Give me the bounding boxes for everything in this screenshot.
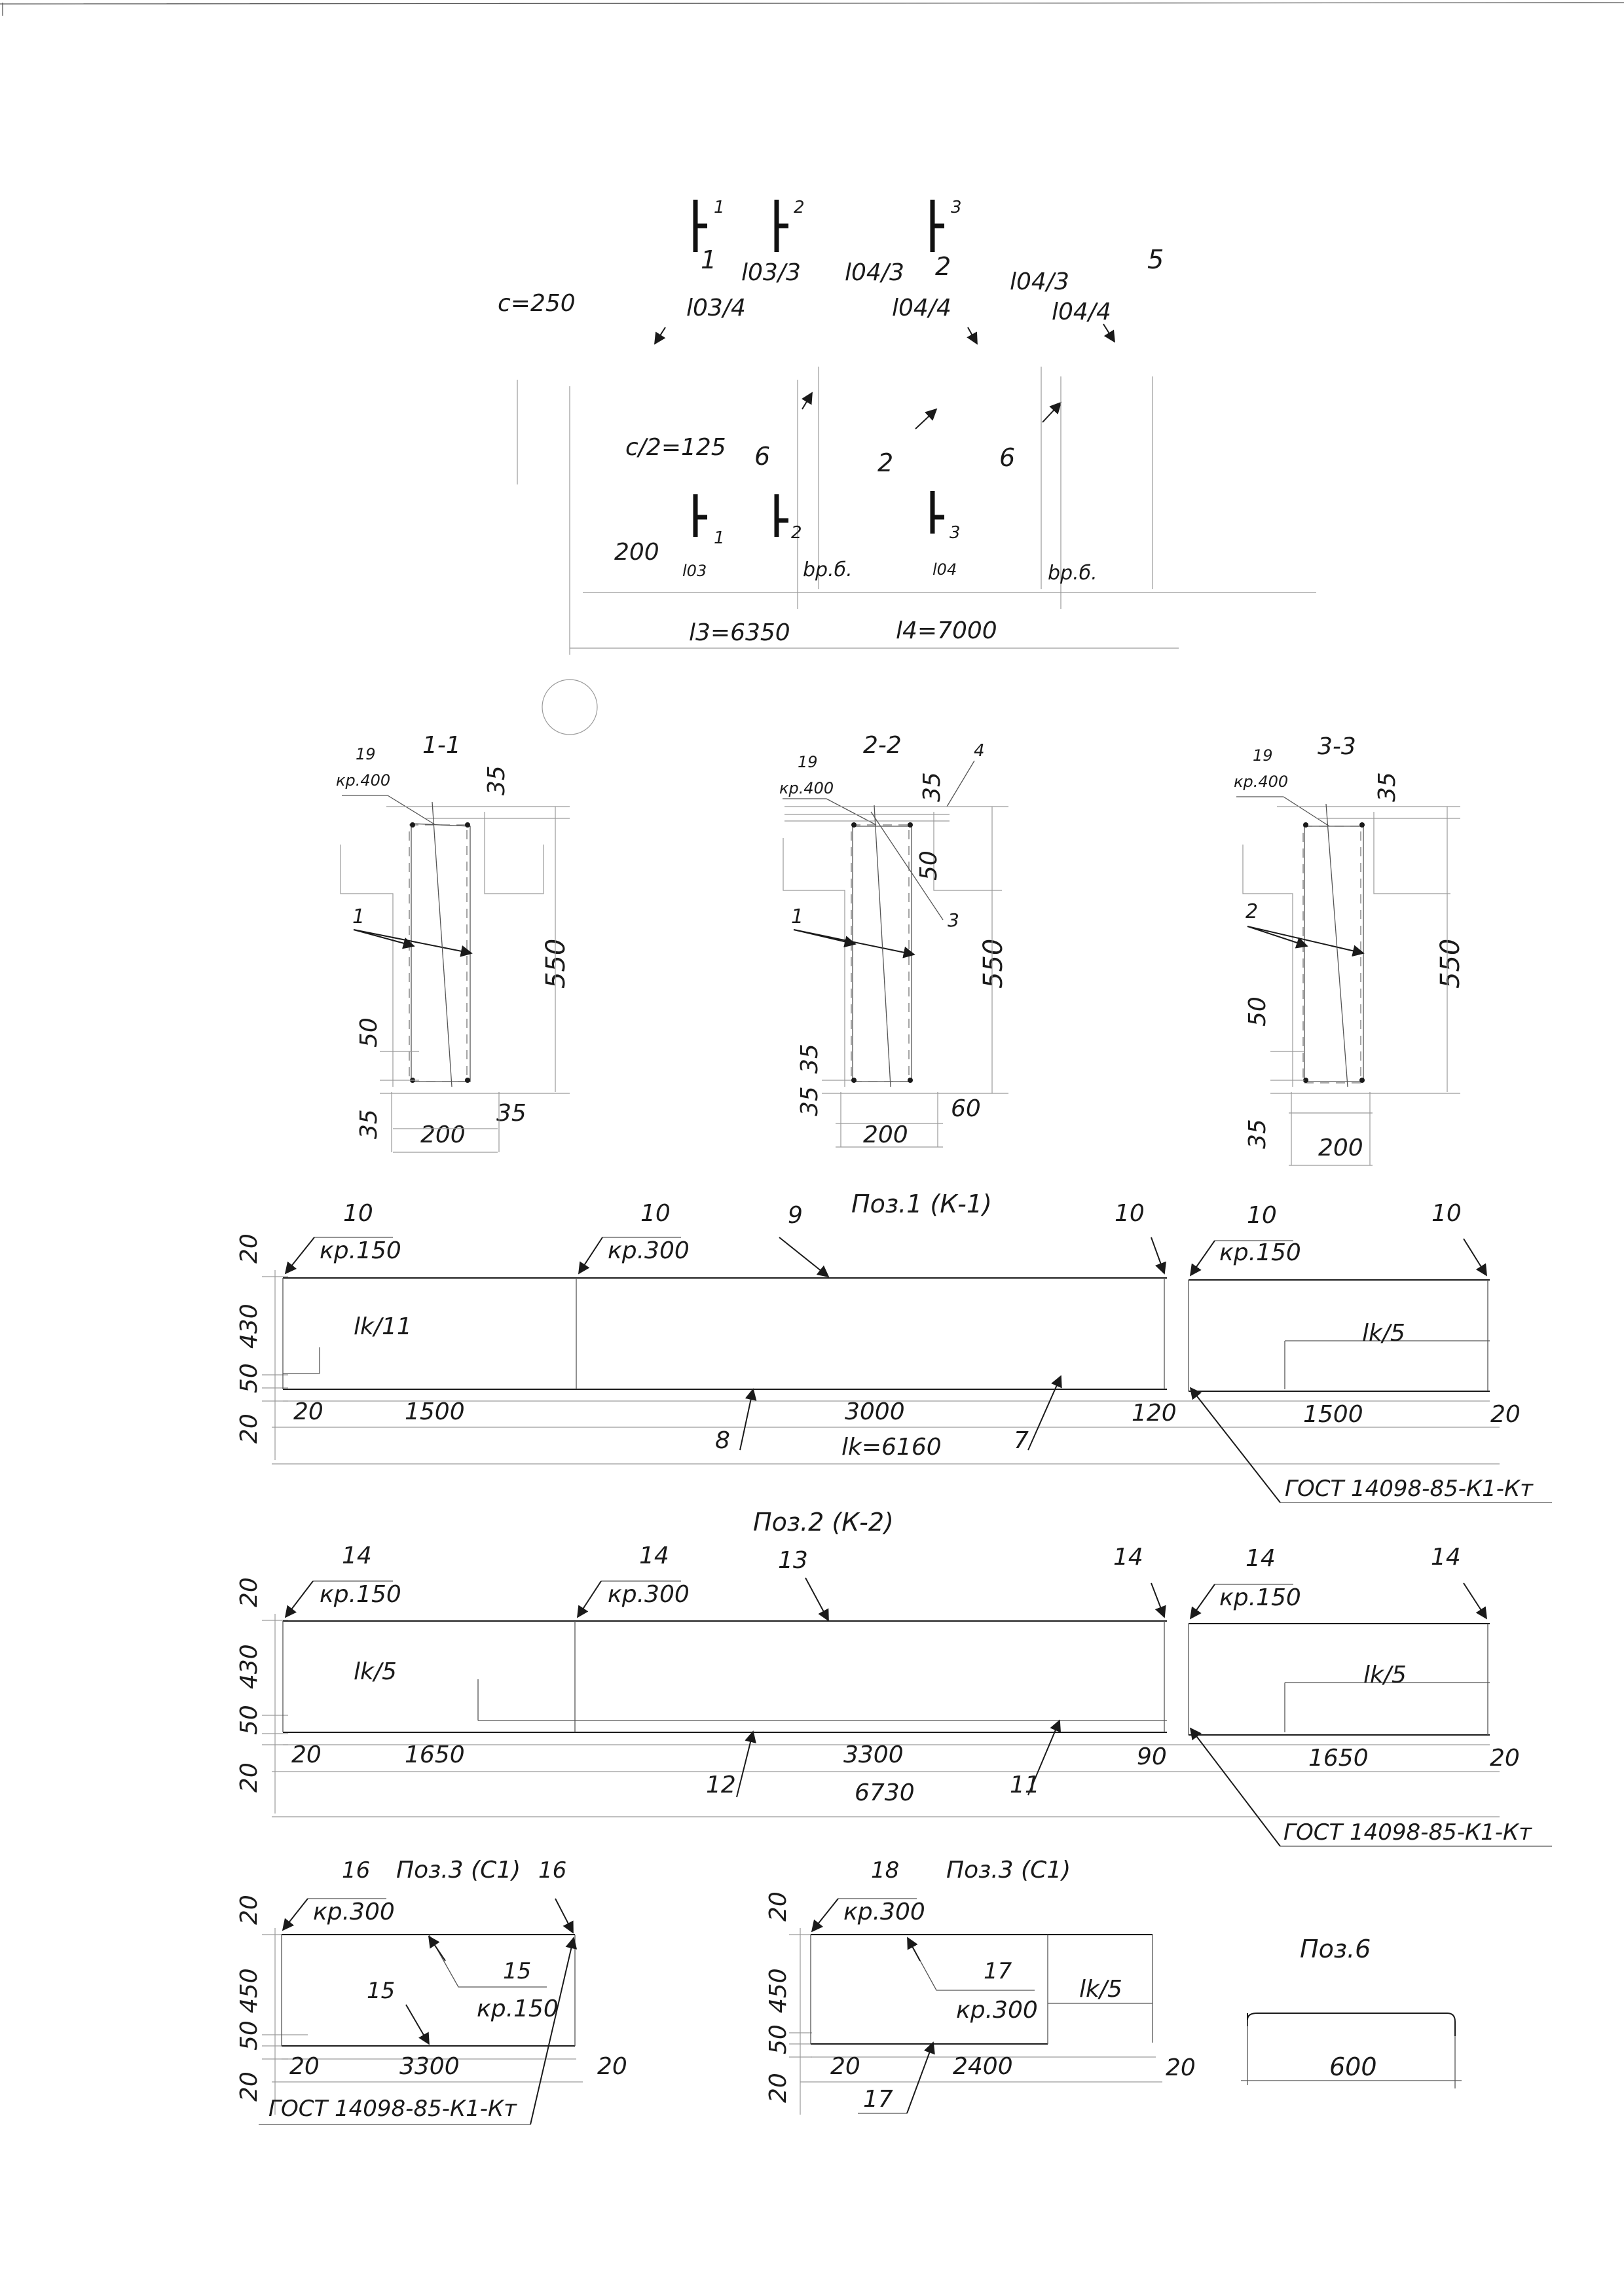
pos3a-callout-15a: 15 [503, 1958, 532, 1984]
section-3-3-d50: 50 [1244, 996, 1271, 1027]
pos2-lk5-right: lk/5 [1363, 1662, 1407, 1688]
b-rb-label-2: bр.б. [1048, 562, 1098, 585]
pos1-step-c: кр.150 [1219, 1239, 1301, 1266]
pos1-title: Поз.1 (К-1) [851, 1190, 992, 1218]
pos1-total: lk=6160 [841, 1434, 942, 1461]
pos1-step-b: кр.300 [608, 1237, 690, 1264]
pos3b-d20-right: 20 [1166, 2054, 1196, 2081]
pos1-v50: 50 [236, 1363, 263, 1393]
pos3a-v450: 450 [236, 1968, 263, 2013]
pos3b-callout-17b: 17 [863, 2086, 893, 2113]
pos1-callout-9: 9 [788, 1202, 803, 1229]
pos2-title: Поз.2 (К-2) [753, 1508, 894, 1537]
section-marker-2-top [777, 200, 788, 252]
pos3b-lk5: lk/5 [1079, 1976, 1122, 2003]
pos2-v20-top: 20 [236, 1577, 263, 1607]
pos3b-frame [765, 1857, 1196, 2115]
pos1-callout-10e: 10 [1431, 1200, 1462, 1227]
pos1-callout-10a: 10 [343, 1200, 373, 1227]
pos3a-callout-15b: 15 [367, 1978, 396, 2004]
pos2-total: 6730 [855, 1779, 915, 1806]
pos1-d1500-left: 1500 [405, 1398, 465, 1425]
pos3a-gost: ГОСТ 14098-85-К1-Кт [268, 2096, 517, 2122]
pos3a-d20-left: 20 [289, 2053, 320, 2080]
pos1-callout-10c: 10 [1115, 1200, 1145, 1227]
l04-quarter-label-a: l04/4 [892, 295, 951, 321]
beam-plan [498, 198, 1316, 735]
pos2-d20-left: 20 [291, 1741, 322, 1768]
pos3a-d3300: 3300 [399, 2053, 460, 2080]
c-half-label: c/2=125 [625, 434, 726, 461]
pos3a-step-b: кр.150 [477, 1995, 559, 2022]
pos3b-callout-18: 18 [871, 1857, 900, 1884]
section-1-1-d35-top: 35 [483, 765, 510, 795]
pos2-v20-bottom: 20 [236, 1762, 263, 1793]
section-1-1-step: кр.400 [336, 771, 391, 790]
pos6-frame [1241, 1935, 1462, 2088]
pos1-callout-10b: 10 [640, 1200, 671, 1227]
marker-1-bottom-label: 1 [714, 528, 725, 548]
pos2-lk5-left: lk/5 [354, 1658, 397, 1685]
pos3a-title: Поз.3 (С1) [396, 1857, 521, 1884]
pos1-v20-top: 20 [236, 1233, 263, 1264]
pos3b-d2400: 2400 [953, 2053, 1013, 2080]
span-label-2: 2 [935, 252, 951, 281]
scan-edge-line [0, 3, 1624, 16]
l3-dimension: l3=6350 [689, 619, 790, 646]
l03-third-label: l03/3 [741, 259, 801, 286]
marker-3-top-label: 3 [951, 198, 962, 217]
pos2-d3300: 3300 [843, 1741, 904, 1768]
pos2-v50: 50 [236, 1705, 263, 1735]
pos3b-v20-top: 20 [765, 1891, 792, 1922]
section-marker-3-bottom [932, 491, 944, 534]
pos2-d20-right: 20 [1490, 1745, 1520, 1772]
c-label: c=250 [498, 290, 576, 317]
section-2-2-callout: 1 [791, 905, 804, 928]
pos3a-frame [236, 1857, 627, 2124]
pos1-frame [236, 1190, 1552, 1503]
section-3-3-step: кр.400 [1234, 773, 1289, 791]
section-2-2-width: 200 [863, 1121, 908, 1148]
section-2-2-d35-bottom: 35 [796, 1086, 823, 1116]
l04-quarter-label-b: l04/4 [1052, 299, 1111, 325]
section-1-1-d35-right: 35 [496, 1100, 526, 1127]
pos1-d20-right: 20 [1490, 1401, 1521, 1428]
pos2-callout-12: 12 [706, 1772, 736, 1798]
pos2-d1650-right: 1650 [1308, 1745, 1369, 1772]
pos-6b-label: 6 [999, 443, 1016, 472]
l04-third-label-b: l04/3 [1010, 268, 1069, 295]
section-3-3-width: 200 [1318, 1135, 1363, 1161]
pos2-callout-14b: 14 [639, 1542, 669, 1569]
pos3b-title: Поз.3 (С1) [946, 1857, 1071, 1884]
pos3a-v20-bottom: 20 [236, 2071, 263, 2102]
pos1-v430: 430 [236, 1303, 263, 1349]
pos3b-step-b: кр.300 [956, 1997, 1038, 2024]
pos3a-step-a: кр.300 [313, 1899, 395, 1925]
pos1-d120: 120 [1132, 1400, 1177, 1427]
section-1-1 [336, 732, 571, 1152]
pos3a-v20-top: 20 [236, 1895, 263, 1925]
l04-label: l04 [932, 560, 957, 579]
marker-2-bottom-label: 2 [791, 523, 802, 543]
section-1-1-bar: 19 [356, 745, 376, 763]
pos2-callout-14d: 14 [1246, 1545, 1276, 1572]
pos-2-label: 2 [877, 448, 894, 477]
section-1-1-height: 550 [541, 938, 571, 989]
l03-quarter-label: l03/4 [686, 295, 746, 321]
l4-dimension: l4=7000 [896, 617, 997, 644]
pos6-length: 600 [1329, 2052, 1377, 2081]
section-2-2-step: кр.400 [779, 779, 834, 797]
section-3-3-height: 550 [1435, 938, 1466, 989]
section-1-1-width: 200 [420, 1121, 466, 1148]
pos3b-v450: 450 [765, 1968, 792, 2013]
section-3-3-d35-top: 35 [1374, 772, 1401, 802]
section-2-2-d35-top: 35 [919, 772, 946, 802]
section-marker-2-bottom [777, 494, 788, 537]
pos3b-d20-left: 20 [830, 2053, 860, 2080]
section-3-3 [1234, 733, 1466, 1165]
section-3-3-title: 3-3 [1318, 733, 1356, 760]
pos2-frame [236, 1508, 1552, 1846]
pos2-v430: 430 [236, 1644, 263, 1689]
pos2-callout-11: 11 [1010, 1772, 1040, 1798]
pos1-callout-10d: 10 [1247, 1202, 1277, 1229]
section-2-2-d50-top: 50 [915, 850, 942, 881]
pos2-d90: 90 [1137, 1743, 1167, 1770]
pos1-v20-bottom: 20 [236, 1413, 263, 1444]
pos1-step-a: кр.150 [320, 1237, 401, 1264]
section-2-2 [779, 732, 1008, 1148]
pos6-title: Поз.6 [1300, 1935, 1371, 1963]
pos1-d3000: 3000 [845, 1398, 905, 1425]
section-1-1-title: 1-1 [422, 732, 461, 759]
pos1-gost: ГОСТ 14098-85-К1-Кт [1285, 1476, 1533, 1502]
section-2-2-bar: 19 [798, 753, 818, 771]
section-3-3-bar: 19 [1253, 746, 1273, 765]
pos1-d20-left: 20 [293, 1398, 323, 1425]
span-label-1: 1 [701, 246, 717, 274]
section-1-1-d35-bottom: 35 [356, 1109, 382, 1139]
pos2-d1650-left: 1650 [405, 1741, 465, 1768]
pos2-step-a: кр.150 [320, 1581, 401, 1608]
section-1-1-callout: 1 [352, 905, 365, 928]
support-200-label: 200 [614, 539, 659, 566]
pos3b-callout-17a: 17 [984, 1958, 1012, 1984]
section-marker-1-bottom [695, 494, 707, 537]
l04-third-label-a: l04/3 [845, 259, 904, 286]
axis-marker-circle [542, 680, 597, 735]
pos3b-v50: 50 [765, 2024, 792, 2054]
b-rb-label-1: bр.б. [803, 558, 853, 581]
section-2-2-callout-top: 4 [974, 741, 985, 761]
pos2-gost: ГОСТ 14098-85-К1-Кт [1283, 1819, 1532, 1846]
pos2-callout-14c: 14 [1113, 1544, 1143, 1571]
section-marker-3-top [932, 200, 944, 252]
section-3-3-d35-bottom: 35 [1244, 1119, 1271, 1149]
section-2-2-title: 2-2 [863, 732, 902, 759]
pos2-callout-13: 13 [778, 1547, 808, 1574]
pos3a-callout-16a: 16 [342, 1857, 371, 1884]
pos3a-d20-right: 20 [597, 2053, 627, 2080]
section-2-2-d60: 60 [951, 1095, 981, 1122]
marker-3-bottom-label: 3 [950, 523, 961, 543]
pos1-lk11: lk/11 [354, 1313, 412, 1340]
pos1-callout-8: 8 [715, 1427, 730, 1454]
pos3a-v50: 50 [236, 2020, 263, 2050]
pos1-lk5: lk/5 [1362, 1320, 1405, 1347]
section-1-1-d50: 50 [356, 1017, 382, 1048]
pos2-callout-14a: 14 [342, 1542, 372, 1569]
pos-5-label: 5 [1147, 245, 1164, 275]
marker-2-top-label: 2 [794, 198, 805, 217]
pos1-callout-7: 7 [1014, 1427, 1029, 1454]
marker-1-top-label: 1 [714, 198, 725, 217]
pos3b-step-a: кр.300 [843, 1899, 925, 1925]
pos1-d1500-right: 1500 [1303, 1401, 1363, 1428]
section-2-2-d35-left: 35 [796, 1044, 823, 1074]
pos2-step-c: кр.150 [1219, 1584, 1301, 1611]
pos2-step-b: кр.300 [608, 1581, 690, 1608]
pos3a-callout-16b: 16 [538, 1857, 567, 1884]
section-3-3-callout: 2 [1246, 900, 1259, 923]
pos2-callout-14e: 14 [1431, 1544, 1461, 1571]
pos-6a-label: 6 [754, 442, 771, 471]
section-marker-1-top [695, 200, 707, 252]
l03-label: l03 [682, 562, 707, 580]
section-2-2-callout-b: 3 [948, 909, 959, 931]
pos3b-v20-bottom: 20 [765, 2073, 792, 2103]
section-2-2-height: 550 [978, 938, 1008, 989]
